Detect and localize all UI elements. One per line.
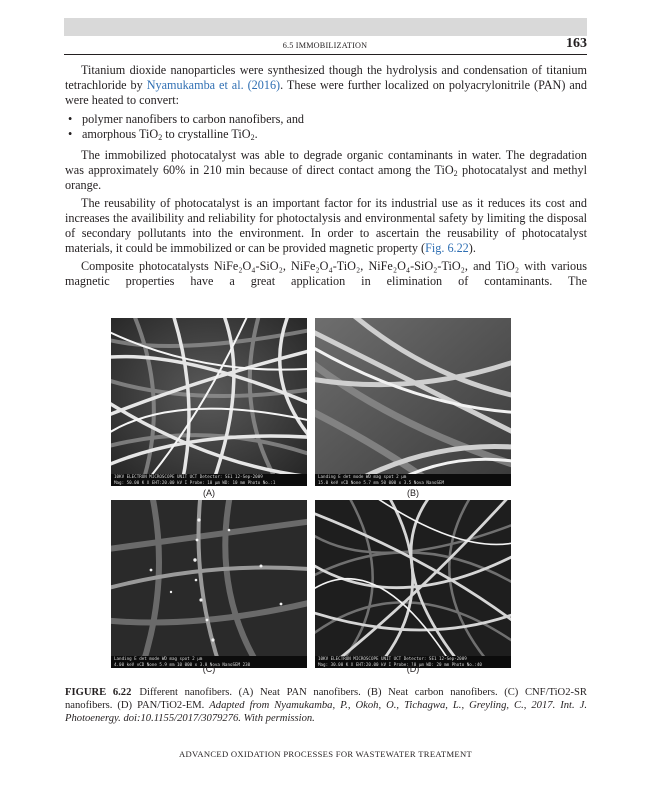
sem-image-b	[315, 318, 511, 486]
figure-caption	[65, 686, 587, 725]
paragraph-2: The immobilized photocatalyst was able to degrade organic contaminants in water. The degradation was approximately 60% in 210 min because of direct contact among the TiO$_2$ photocatalyst and methyl orange.	[65, 148, 587, 192]
sem-databar: 10KV ELECTRON MICROSCOPE UNIT UCT Detector: SE1 12-Sep-2009 Mag: 30.00 K X EHT:20.00 kV I Probe: 10 µm WD: 20 mm Photo No.:40	[315, 656, 511, 668]
sem-databar: Landing E det mode WD mag spot 2 µm 15.0 keV vCD None 5.7 mm 50 000 x 3.5 Nova NanoSEM	[315, 474, 511, 486]
panel-label-b: (B)	[407, 488, 419, 498]
running-head: 6.5 IMMOBILIZATION	[282, 41, 368, 50]
paragraph-3: The reusability of photocatalyst is an important factor for its industrial use as it reduces its cost and increases the availibility and reliability for photoctalysis and environmental safety by limiting the disposal of secondary pollutants into the environment. In order to ascertain the reusability of photocatalyst materials, it could be immobilized or can be provided magnetic property (Fig. 6.22).	[65, 196, 587, 255]
sem-databar: 10KV ELECTRON MICROSCOPE UNIT UCT Detector: SE1 12-Sep-2009 Mag: 50.00 K X EHT:20.00 kV I Probe: 10 µm WD: 10 mm Photo No.:1	[111, 474, 307, 486]
sem-image-d	[315, 500, 511, 668]
page-number: 163	[566, 36, 587, 51]
sem-image-c	[111, 500, 307, 668]
figure-label: FIGURE 6.22	[65, 687, 132, 698]
header-bar	[64, 18, 587, 36]
paragraph-4: Composite photocatalysts NiFe₂O₄-SiO₂, NiFe₂O₄-TiO₂, NiFe₂O₄-SiO₂-TiO₂, and TiO₂ with various magnetic properties have a great application in elimination of contaminants. The	[65, 259, 587, 288]
sem-databar: Landing E det mode WD mag spot 2 µm 4.00 keV vCD None 5.9 mm 10 000 x 3.0 Nova NanoSEM 230	[111, 656, 307, 668]
sem-image-a	[111, 318, 307, 486]
citation-link[interactable]: Nyamukamba et al. (2016)	[146, 78, 281, 92]
running-footer: ADVANCED OXIDATION PROCESSES FOR WASTEWATER TREATMENT	[178, 749, 473, 759]
panel-label-a: (A)	[203, 488, 215, 498]
caption-text: Different nanofibers. (A) Neat PAN nanofibers. (B) Neat carbon nanofibers. (C) CNF/TiO2-SR nanofibers. (D) PAN/TiO2-EM.	[65, 687, 587, 711]
figure-link[interactable]: Fig. 6.22	[425, 241, 469, 255]
body-text	[65, 63, 587, 292]
caption-credit: Adapted from Nyamukamba, P., Okoh, O., Tichagwa, L., Greyling, C., 2017. Int. J. Photoenergy. doi:10.1155/2017/3079276. With permission.	[65, 700, 587, 724]
list-item: • polymer nanofibers to carbon nanofibers, and	[82, 112, 587, 127]
paragraph-1: Titanium dioxide nanoparticles were synthesized though the hydrolysis and condensation of titanium tetrachloride by Nyamukamba et al. (2016). These were further localized on polyacrylonitrile (PAN) and were heated to convert:	[65, 63, 587, 107]
header-rule	[64, 54, 587, 55]
bullet-list	[65, 112, 587, 142]
list-item: • amorphous TiO$_2$ to crystalline TiO$_2$.	[82, 127, 587, 142]
panel-label-d: (D)	[406, 664, 420, 674]
panel-label-c: (C)	[202, 664, 216, 674]
